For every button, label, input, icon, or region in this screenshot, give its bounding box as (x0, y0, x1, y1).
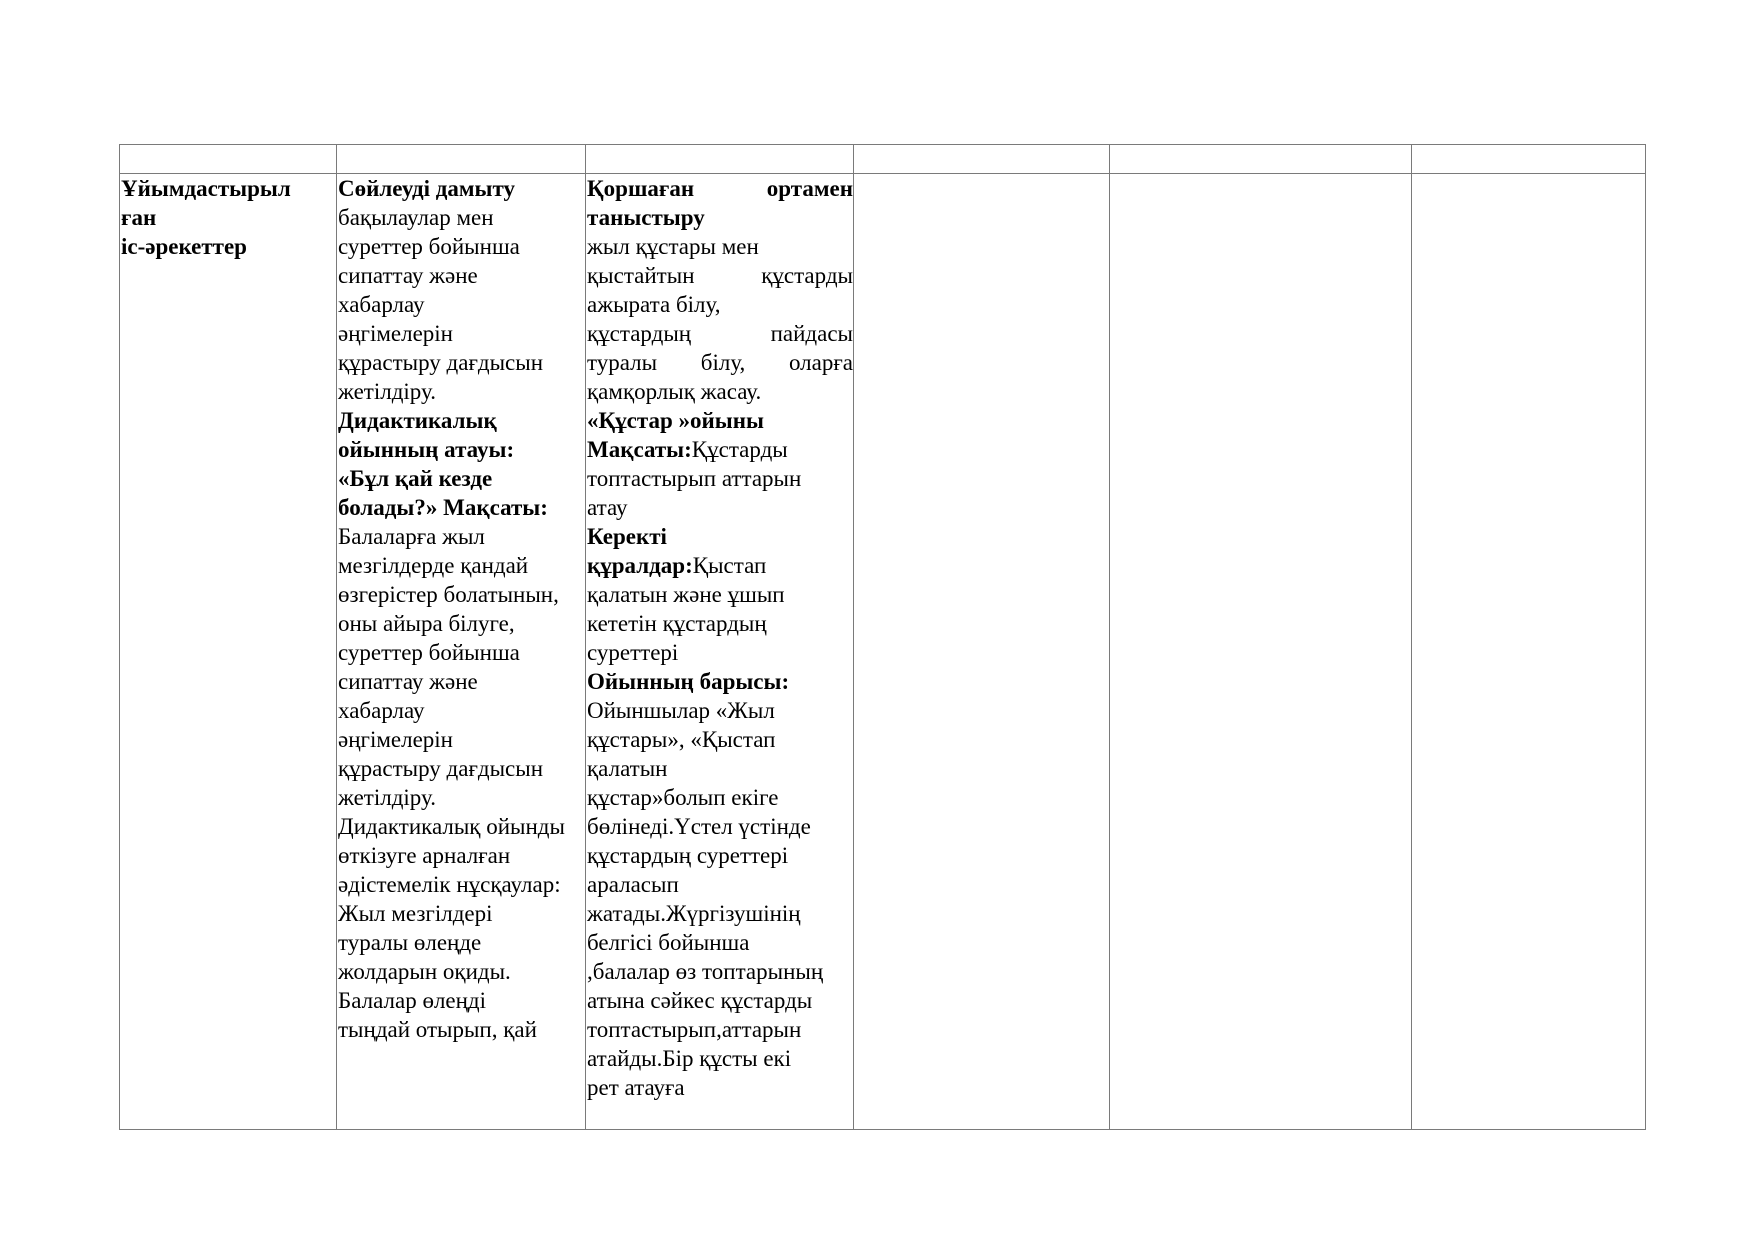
tools-text: Қыстап (692, 553, 767, 578)
text-line: Балаларға жыл (338, 524, 485, 549)
empty-cell-5 (1110, 174, 1412, 1130)
row-label-cell (120, 174, 337, 1130)
text-line: жатады.Жүргізушінің (587, 901, 801, 926)
header-cell-4 (854, 145, 1110, 174)
tools-label-2: құралдар: (587, 553, 693, 578)
text-line: топтастырып аттарын (587, 466, 802, 491)
progress-label: Ойынның барысы: (587, 669, 790, 694)
row-label-line: іс-әрекеттер (121, 234, 247, 259)
text-line: қалатын және ұшып (587, 582, 785, 607)
empty-cell-6 (1412, 174, 1646, 1130)
environment-title-2: таныстыру (587, 205, 705, 230)
text-line: суреттер бойынша (338, 640, 520, 665)
text-line: суреттері (587, 640, 679, 665)
text-line: құстардың пайдасы (587, 321, 853, 346)
text-line: құстардың суреттері (587, 843, 789, 868)
text-line: әңгімелерін (338, 321, 453, 346)
text-line: атына сәйкес құстарды (587, 988, 813, 1013)
text-line: белгісі бойынша (587, 930, 750, 955)
goal-text: Құстарды (691, 437, 788, 462)
plan-table (119, 144, 1646, 1130)
goal-label: Мақсаты: (437, 495, 548, 520)
text-line: құрастыру дағдысын (338, 756, 544, 781)
tools-line (587, 551, 853, 580)
text-line: Ойыншылар «Жыл (587, 698, 775, 723)
header-cell-6 (1412, 145, 1646, 174)
header-cell-2 (337, 145, 586, 174)
text-line: Дидактикалық ойынды (338, 814, 565, 839)
text-line: ,балалар өз топтарының (587, 959, 824, 984)
text-line: араласып (587, 872, 679, 897)
tools-label: Керекті (587, 524, 667, 549)
text-line: кететін құстардың (587, 611, 767, 636)
text-line: хабарлау (338, 292, 425, 317)
text-line: әдістемелік нұсқаулар: (338, 872, 561, 897)
game-heading-line: ойынның атауы: (338, 437, 515, 462)
text-line: қалатын (587, 756, 668, 781)
text-line: оны айыра білуге, (338, 611, 515, 636)
text-line: жетілдіру. (338, 379, 436, 404)
text-line: құстары», «Қыстап (587, 727, 776, 752)
text-line: қыстайтын құстарды (587, 263, 853, 288)
text-line: тыңдай отырып, қай (338, 1017, 537, 1042)
text-line: туралы өлеңде (338, 930, 482, 955)
text-line: әңгімелерін (338, 727, 453, 752)
game-name-end: болады?» (338, 495, 438, 520)
text-line: жыл құстары мен (587, 234, 759, 259)
row-label-line: Ұйымдастырыл (121, 176, 291, 201)
speech-title: Сөйлеуді дамыту (338, 176, 515, 201)
text-line: атайды.Бір құсты екі (587, 1046, 792, 1071)
text-line: суреттер бойынша (338, 234, 520, 259)
header-cell-3 (586, 145, 854, 174)
text-line: бақылаулар мен (338, 205, 494, 230)
text-line: рет атауға (587, 1075, 685, 1100)
header-cell-5 (1110, 145, 1412, 174)
game-name-goal-line (338, 493, 585, 522)
empty-cell-4 (854, 174, 1110, 1130)
text-line: сипаттау және (338, 669, 478, 694)
row-label-line: ған (121, 205, 157, 230)
text-line: туралы білу, оларға (587, 350, 853, 375)
text-line: хабарлау (338, 698, 425, 723)
text-line: ажырата білу, (587, 292, 721, 317)
header-row (120, 145, 1646, 174)
text-line: Жыл мезгілдері (338, 901, 493, 926)
game-heading-line: «Бұл қай кезде (338, 466, 493, 491)
text-line: құстар»болып екіге (587, 785, 779, 810)
goal-label: Мақсаты: (587, 437, 692, 462)
text-line: жетілдіру. (338, 785, 436, 810)
environment-cell (586, 174, 854, 1130)
text-line: қамқорлық жасау. (587, 379, 762, 404)
speech-development-cell (337, 174, 586, 1130)
environment-title: Қоршаған ортамен (587, 176, 853, 201)
text-line: құрастыру дағдысын (338, 350, 544, 375)
game-title: «Құстар »ойыны (587, 408, 764, 433)
text-line: атау (587, 495, 628, 520)
activities-row (120, 174, 1646, 1130)
text-line: топтастырып,аттарын (587, 1017, 802, 1042)
text-line: жолдарын оқиды. (338, 959, 511, 984)
text-line: мезгілдерде қандай (338, 553, 529, 578)
goal-line (587, 435, 853, 464)
text-line: өзгерістер болатынын, (338, 582, 559, 607)
header-cell-1 (120, 145, 337, 174)
text-line: сипаттау және (338, 263, 478, 288)
text-line: өткізуге арналған (338, 843, 511, 868)
text-line: бөлінеді.Үстел үстінде (587, 814, 811, 839)
game-heading-line: Дидактикалық (338, 408, 497, 433)
text-line: Балалар өлеңді (338, 988, 487, 1013)
